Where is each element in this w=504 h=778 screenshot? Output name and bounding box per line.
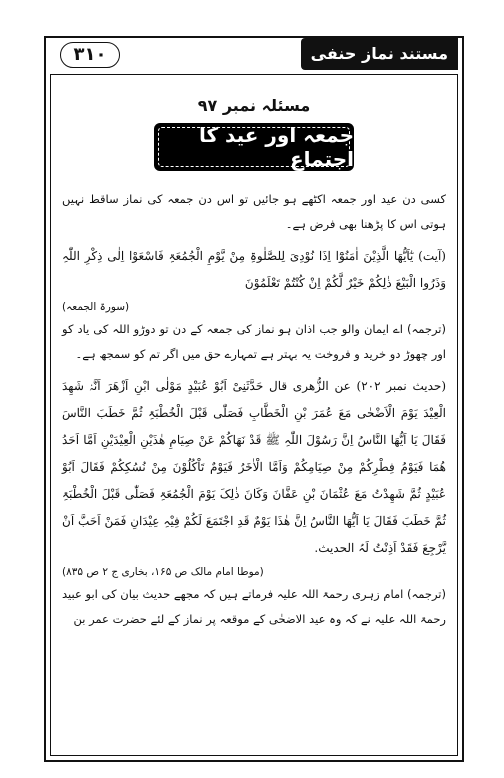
issue-number: مسئلہ نمبر ۹۷ bbox=[197, 96, 311, 115]
page-number: ۳۱۰ bbox=[60, 42, 120, 68]
issue-heading: جمعہ اور عید کا اجتماع bbox=[198, 123, 354, 171]
hadith-reference: (موطا امام مالک ص ۱۶۵، بخاری ج ۲ ص ۸۳۵) bbox=[62, 566, 264, 578]
page-content bbox=[62, 90, 446, 632]
translation-hadith: (ترجمہ) امام زہری رحمۃ اللہ علیہ فرماتے ہیں کہ مجھے حدیث بیان کی ابو عبید رحمۃ اللہ علیہ نے کہ وہ عید الاضحٰی کے موقعہ پر نماز کے لئے حضرت عمر بن bbox=[62, 587, 446, 626]
hadith-text: عن الزُّھری قال حَدَّثَنِیْ اَبُوْ عُبَیْدٍ مَوْلٰی ابْنِ اَزْھَرَ اَنَّہٗ شَھِدَ الْعِیْدَ یَوْمَ الْاَضْحٰی مَعَ عُمَرَ بْنِ الْخَطَّابِ فَصَلّٰی قَبْلَ الْخُطْبَۃِ ثُمَّ خَطَبَ النَّاسَ فَقَالَ یَا اَیُّھَا النَّاسُ اِنَّ رَسُوْلَ اللّٰہِ ﷺ قَدْ نَھَاکُمْ عَنْ صِیَامِ ھٰذَیْنِ الْعِیْدَیْنِ اَمَّا اَحَدُ ھُمَا فَیَوْمُ فِطْرِکُمْ مِنْ صِیَامِکُمْ وَاَمَّا الْاٰخَرُ فَیَوْمٌ تَاْکُلُوْنَ مِنْ نُسُکِکُمْ فَقَالَ اَبُوْ عُبَیْدٍ ثُمَّ شَھِدْتُ مَعَ عُثْمَانَ بْنِ عَفَّانَ وَکَانَ ذٰلِکَ یَوْمَ الْجُمُعَۃِ فَصَلّٰی قَبْلَ الْخُطْبَۃِ ثُمَّ خَطَبَ فَقَالَ یَا اَیُّھَا النَّاسُ اِنَّ ھٰذَا یَوْمٌ قَدِ اجْتَمَعَ لَکُمْ فِیْہِ عِیْدَانِ فَمَنْ اَحَبَّ اَنْ یَّرْجِعَ فَقَدْ اَذِنْتُ لَہُ الحدیث. bbox=[62, 379, 446, 555]
translation-verse: (ترجمہ) اے ایمان والو جب اذان ہو نماز کی جمعہ کے دن تو دوڑو اللہ کی یاد کو اور چھوڑ دو خرید و فروخت یہ بہتر ہے تمہارے حق میں اگر تم کو سمجھ ہے۔ bbox=[62, 322, 446, 361]
quran-verse: (آیت) یٰٓاَیُّھَا الَّذِیْنَ اٰمَنُوْٓا اِذَا نُوْدِیَ لِلصَّلٰوۃِ مِنْ یَّوْمِ الْجُمُعَۃِ فَاسْعَوْا اِلٰی ذِکْرِ اللّٰہِ وَذَرُوا الْبَیْعَ ذٰلِکُمْ خَیْرٌ لَّکُمْ اِنْ کُنْتُمْ تَعْلَمُوْنَ bbox=[62, 249, 446, 290]
hadith-paragraph bbox=[62, 373, 446, 562]
hadith-label: (حدیث نمبر ۲۰۲) bbox=[356, 379, 447, 393]
issue-heading-box bbox=[154, 123, 354, 171]
intro-paragraph: کسی دن عید اور جمعہ اکٹھے ہو جائیں تو اس دن جمعہ کی نماز ساقط نہیں ہوتی اس کا پڑھنا بھی فرض ہے۔ bbox=[62, 192, 446, 231]
verse-reference: (سورۃ الجمعہ) bbox=[62, 301, 130, 313]
book-title-banner: مستند نماز حنفی bbox=[301, 38, 458, 70]
